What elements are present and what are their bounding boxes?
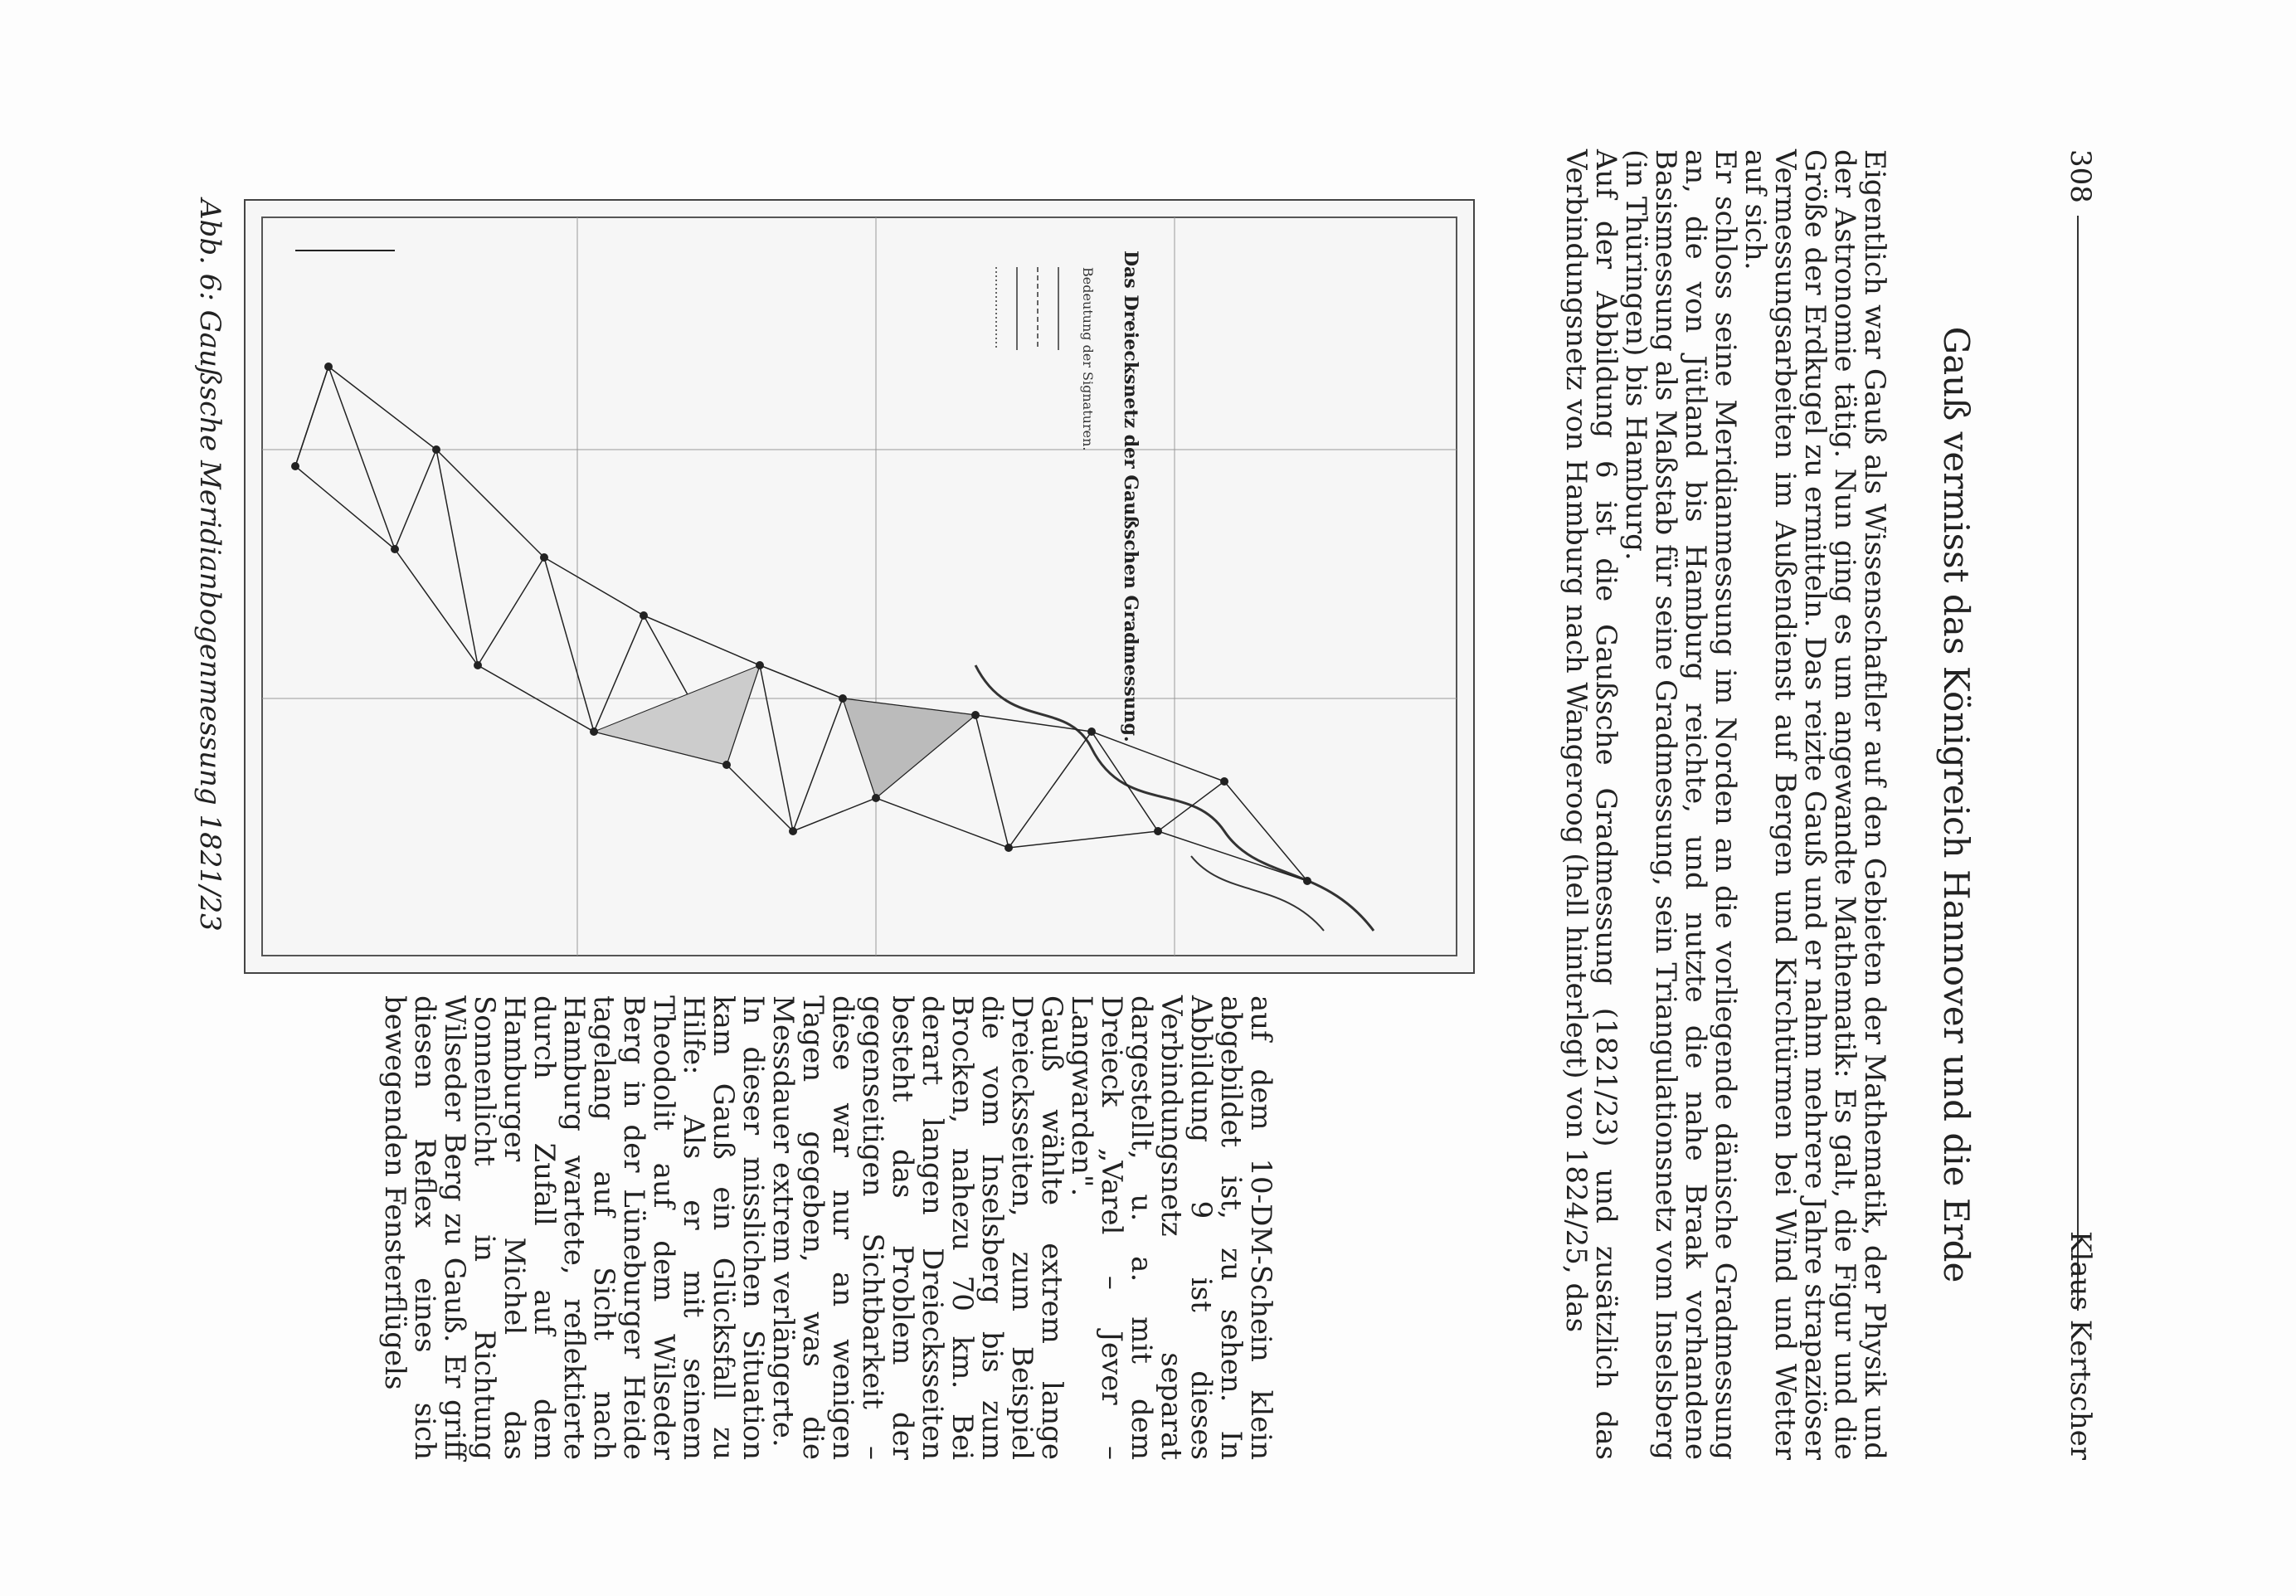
header-rule <box>2077 216 2079 1311</box>
paragraph: Auf der Abbildung 6 ist die Gaußsche Gradmessung (1821/23) und zusätzlich das Verbindungsnetz von Hamburg nach Wangeroog (hell hinterlegt) von 1824/25, das <box>1559 149 1622 1460</box>
page-number: 308 <box>2064 149 2097 203</box>
map-legend-heading: Bedeutung der Signaturen. <box>1080 267 1096 451</box>
figure-caption: Abb. 6: Gaußsche Meridianbogenmessung 1821/23 <box>193 199 226 932</box>
triangulation-map <box>246 201 1473 972</box>
paragraph: auf dem 10-DM-Schein klein abgebildet ist, zu sehen. In Abbildung 9 ist dieses Verbindungsnetz separat dargestellt, u. a. mit dem Dreieck „Varel – Jever – Langwarden". <box>1065 995 1277 1460</box>
body-text-full-width <box>1561 149 1890 1460</box>
section-title: Gauß vermisst das Königreich Hannover und die Erde <box>1936 326 1977 1283</box>
triangulation-map-figure <box>244 199 1475 974</box>
paragraph: Eigentlich war Gauß als Wissenschaftler auf den Gebieten der Mathematik, der Physik und der Astronomie tätig. Nun ging es um angewandte Mathematik: Es galt, die Figur und die Größe der Erdkugel zu ermitteln. Das reizte Gauß und er nahm mehrere Jahre strapaziöser Vermessungsarbeiten im Außendienst auf Bergen und Kirchtürmen bei Wind und Wetter auf sich. <box>1739 149 1891 1460</box>
body-text-right-column <box>380 995 1276 1460</box>
map-title: Das Dreiecksnetz der Gaußschen Gradmessung. <box>1120 251 1141 742</box>
paragraph: In dieser misslichen Situation kam Gauß ein Glücksfall zu Hilfe: Als er mit seinem Theodolit auf dem Wilseder Berg in der Lüneburger Heide tagelang auf Sicht nach Hamburg wartete, reflektierte durch Zufall auf dem Hamburger Michel das Sonnenlicht in Richtung Wilseder Berg zu Gauß. Er griff diesen Reflex eines sich bewegenden Fensterflügels <box>378 995 770 1460</box>
author-name: Klaus Kertscher <box>2064 1231 2097 1460</box>
paragraph: Gauß wählte extrem lange Dreiecksseiten, zum Beispiel die vom Inselsberg bis zum Brocken, nahezu 70 km. Bei derart langen Dreiecksseiten besteht das Problem der gegenseitigen Sichtbarkeit – diese war nur an wenigen Tagen gegeben, was die Messdauer extrem verlängerte. <box>766 995 1068 1460</box>
paragraph: Er schloss seine Meridianmessung im Norden an die vorliegende dänische Gradmessung an, die von Jütland bis Hamburg reichte, und nutzte die nahe Braak vorhandene Basismessung als Maßstab für seine Gradmessung, sein Triangulationsnetz vom Inselsberg (in Thüringen) bis Hamburg. <box>1619 149 1742 1460</box>
running-header <box>2047 149 2097 1460</box>
